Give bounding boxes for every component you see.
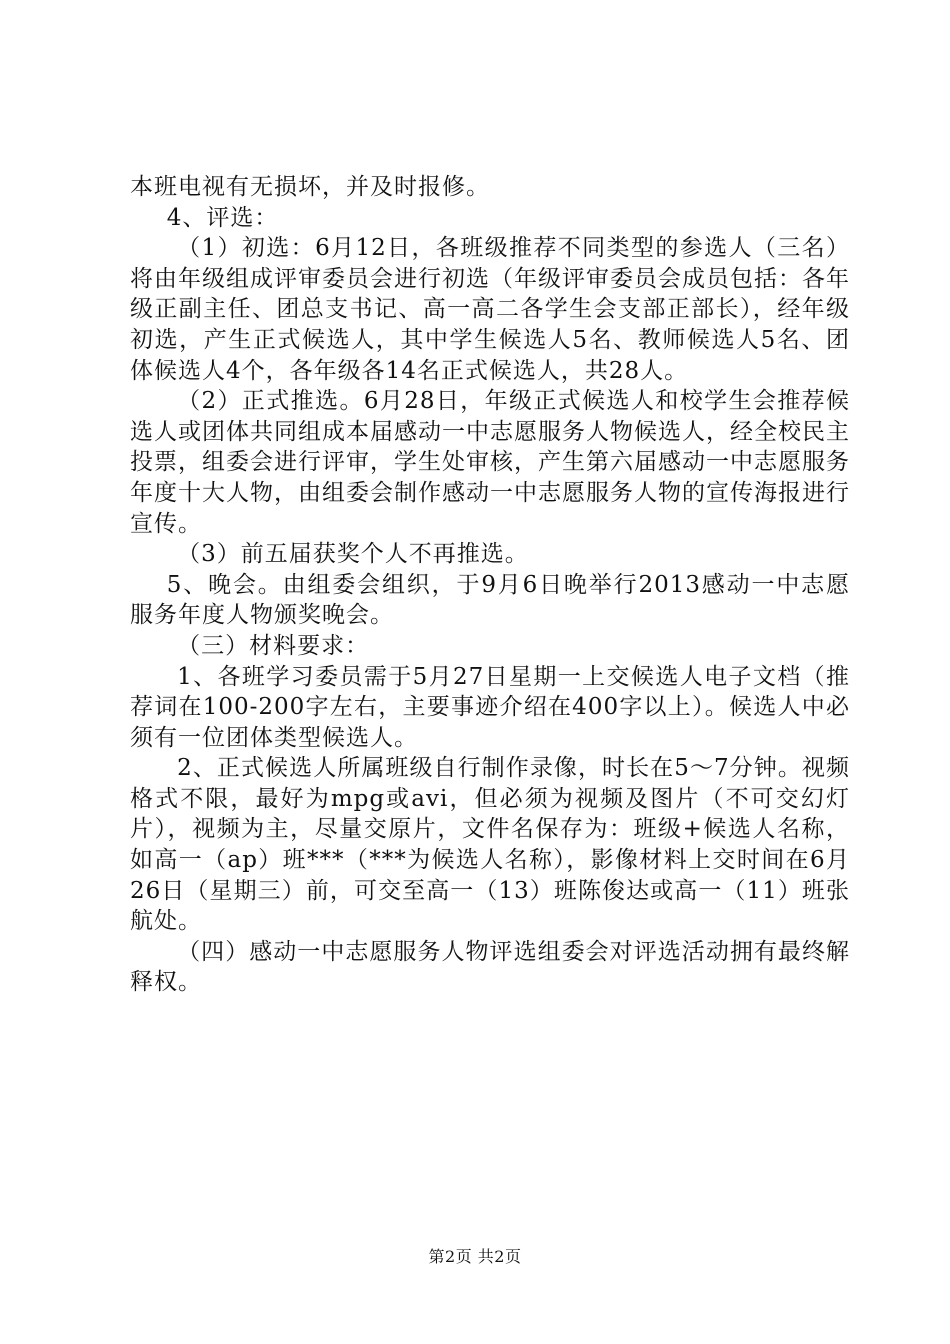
heading-material-requirements: （三）材料要求： <box>177 632 370 659</box>
page-number-footer: 第2页 共2页 <box>428 1247 522 1266</box>
paragraph-gala: 5、晚会。由组委会组织，于9月6日晚举行2013感动一中志愿服务年度人物颁奖晚会。 <box>130 571 850 629</box>
paragraph-video-requirements: 2、正式候选人所属班级自行制作录像，时长在5～7分钟。视频格式不限，最好为mpg或avi，但必须为视频及图片（不可交幻灯片），视频为主，尽量交原片，文件名保存为：班级+候选人名称，如高一（ap）班***（***为候选人名称），影像材料上交时间在6月26日（星期三）前，可交至高一（13）班陈俊达或高一（11）班张航处。 <box>130 755 850 935</box>
document-body <box>130 172 850 998</box>
heading-selection: 4、评选： <box>166 204 279 231</box>
paragraph-electronic-documents: 1、各班学习委员需于5月27日星期一上交候选人电子文档（推荐词在100-200字左右，主要事迹介绍在400字以上）。候选人中必须有一位团体类型候选人。 <box>130 663 850 751</box>
paragraph-tv-check: 本班电视有无损坏，并及时报修。 <box>130 174 490 200</box>
paragraph-preliminary-selection: （1）初选：6月12日，各班级推荐不同类型的参选人（三名）将由年级组成评审委员会进行初选（年级评审委员会成员包括：各年级正副主任、团总支书记、高一高二各学生会支部正部长），经年级初选，产生正式候选人，其中学生候选人5名、教师候选人5名、团体候选人4个，各年级各14名正式候选人，共28人。 <box>130 235 850 384</box>
paragraph-previous-winners: （3）前五届获奖个人不再推选。 <box>177 541 529 568</box>
paragraph-final-interpretation: （四）感动一中志愿服务人物评选组委会对评选活动拥有最终解释权。 <box>130 938 850 996</box>
paragraph-formal-selection: （2）正式推选。6月28日，年级正式候选人和校学生会推荐候选人或团体共同组成本届感动一中志愿服务人物候选人，经全校民主投票，组委会进行评审，学生处审核，产生第六届感动一中志愿服务年度十大人物，由组委会制作感动一中志愿服务人物的宣传海报进行宣传。 <box>130 388 850 537</box>
